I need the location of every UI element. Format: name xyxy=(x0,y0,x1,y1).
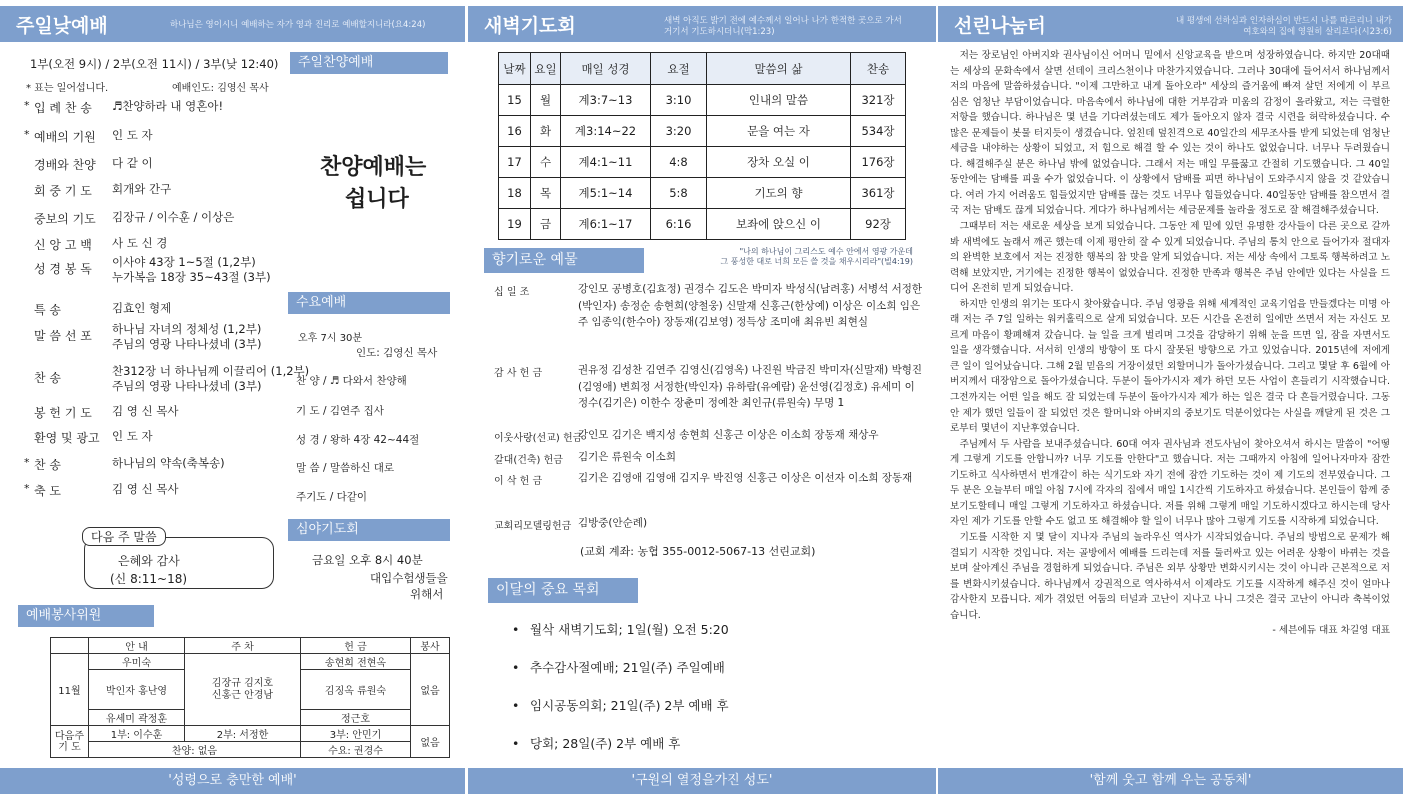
guide-cell: 유세미 곽정훈 xyxy=(89,710,185,726)
dawn-prayer-panel xyxy=(468,0,936,796)
month-cell: 11월 xyxy=(51,654,89,726)
table-cell: 수 xyxy=(531,147,561,178)
table-cell: 3:10 xyxy=(651,85,707,116)
order-value: 김효인 형제 xyxy=(112,301,172,315)
table-cell: 계4:1~11 xyxy=(561,147,651,178)
order-value: 주님의 영광 나타나셨네 (3부) xyxy=(112,337,262,351)
volunteer-cell: 없음 xyxy=(411,726,450,758)
schedule-item: • 당회; 28일(주) 2부 예배 후 xyxy=(512,736,681,751)
testimony-body xyxy=(950,48,1390,639)
order-value: 누가복음 18장 35~43절 (3부) xyxy=(112,270,271,284)
table-cell: 361장 xyxy=(851,178,906,209)
order-value: 주님의 영광 나타나셨네 (3부) xyxy=(112,379,262,393)
order-label: 성 경 봉 독 xyxy=(34,262,92,276)
table-cell: 17 xyxy=(499,147,531,178)
order-value: 사 도 신 경 xyxy=(112,236,168,250)
offering-label: 십 일 조 xyxy=(494,287,530,298)
testimony-paragraph: 기도를 시작한 지 몇 달이 지나자 주님의 놀라우신 역사가 시작되었습니다. 주님의 방법으로 문제가 해결되기 시작한 것입니다. 저는 골방에서 예배를 드리는데 저를 둘러싸고 있는 어려운 상황이 바뀌는 것을 보며 살아계신 주님을 경험하게 되었습니다. 주님은 외부 상황만 변화시키시는 것이 아니라 근본적으로 저를 변화시키셨습니다. 하나님께서 강권적으로 역사하셔서 이제라도 기도를 시작하게 해주신 것이 얼마나 감사한지 모릅니다. 제가 겪었던 어둠의 터널과 고난이 지나고 나니 그것은 결국 고난이 아니라 축복이었습니다. xyxy=(950,531,1390,621)
wednesday-section-header: 수요예배 xyxy=(288,292,450,314)
order-value: ♬찬양하라 내 영혼아! xyxy=(112,99,224,113)
schedule-item: • 추수감사절예배; 21일(주) 주일예배 xyxy=(512,660,725,675)
testimony-title: 선린나눔터 xyxy=(954,15,1046,37)
testimony-footer: '함께 웃고 함께 우는 공동체' xyxy=(938,768,1403,794)
guide-cell: 박인자 홍난영 xyxy=(89,670,185,710)
order-label: 중보의 기도 xyxy=(34,212,96,226)
service-committee-table xyxy=(50,637,450,758)
table-cell: 계3:14~22 xyxy=(561,116,651,147)
dawn-verse: 새벽 아직도 밝기 전에 예수께서 일어나 나가 한적한 곳으로 가서 거기서 기도하시더니(막1:23) xyxy=(664,16,902,37)
testimony-paragraph: 주님께서 두 사람을 보내주셨습니다. 60대 여자 권사님과 전도사님이 찾아오셔서 하시는 말씀이 "어떻게 그렇게 기도를 안합니까? 너무 기도를 안한다"고 했습니다. 저는 그때까지 아침에 일어나자마자 잠깐 기도하고 식사하면서 번개같이 하는 식기도와 자기 전에 잠깐 기도하는 것이 제 기도의 전부였습니다. 그 두 분은 오늘부터 매일 아침 7시에 각자의 집에서 매일 1시간씩 기도하자고 하셨습니다. 본인들이 함께 중보기도할테니 매일 그렇게 기도하자고 하셨습니다. 저를 위해 그렇게 매일 기도하시겠다고 하시는데 당사자인 제가 기도를 안할 수도 없고 또 해결해야 할 일이 너무나 많아 그렇게 기도를 시작하게 되었습니다. xyxy=(950,438,1390,528)
testimony-verse: 내 평생에 선하심과 인자하심이 반드시 나를 따르리니 내가 여호와의 집에 영원히 살리로다(시23:6) xyxy=(1176,16,1392,37)
offering-names: 권유정 김성찬 김연주 김영신(김영옥) 나진원 박금진 박미자(신말재) 박형진(김영애) 변희정 서정한(박인자) 유하람(유예람) 윤선영(김정호) 유세미 이정수(김기은) 이한수 장춘미 정예찬 최인규(류원숙) 무명 1 xyxy=(578,364,923,409)
prayer-cell: 1부: 이수훈 xyxy=(89,726,185,742)
offering-cell: 송현희 전현옥 xyxy=(301,654,411,670)
guide-cell: 우미숙 xyxy=(89,654,185,670)
table-row xyxy=(499,85,906,116)
dawn-title: 새벽기도회 xyxy=(484,15,576,37)
table-cell: 15 xyxy=(499,85,531,116)
testimony-paragraph: 하지만 인생의 위기는 또다시 찾아왔습니다. 주님 영광을 위해 세계적인 교육기업을 만들겠다는 미명 아래 저는 주 7일 일하는 워커홀릭으로 살게 되었습니다. 모든 시간을 온전히 일에만 쓰면서 저는 자신도 모르게 마음이 황폐해져 갔습니다. 늘 일을 크게 벌리며 그것을 감당하기 위해 눈을 뜨면 일, 잠을 자면서도 일을 생각했습니다. 서서히 인생의 방향이 또 다시 잘못된 방향으로 가고 있었습니다. 2015년에 저에게 큰 일이 일어났습니다. 그해 2월 믿음의 거장이셨던 외할머니가 돌아가셨습니다. 그리고 몇달 후 6월에 아버지께서 대장암으로 돌아가셨습니다. 두분이 돌아가시자 제가 하던 모든 사업이 흔들리기 시작했습니다. 그전까지는 어떤 일을 해도 잘 되었는데 두분이 돌아가시자 제가 하는 일은 결국 다 흔들거렸습니다. 그동안 제가 했던 일들이 잘 되었던 것은 할머니와 아버지의 중보기도 덕분이었다는 사실을 깨달게 된 것은 그로부터 몇년이 지난후였습니다. xyxy=(950,298,1390,435)
order-label: 신 앙 고 백 xyxy=(34,238,92,252)
col-date: 날짜 xyxy=(499,53,531,85)
night-prayer-line: 위해서 xyxy=(410,587,444,601)
table-cell: 문을 여는 자 xyxy=(707,116,851,147)
offering-label: 이 삭 헌 금 xyxy=(494,476,543,487)
night-prayer-section-header: 심야기도회 xyxy=(288,519,450,541)
table-cell: 기도의 향 xyxy=(707,178,851,209)
night-prayer-time: 금요일 오후 8시 40분 xyxy=(312,553,423,567)
table-cell: 18 xyxy=(499,178,531,209)
prayer-cell: 3부: 안민기 xyxy=(301,726,411,742)
schedule-item: • 임시공동의회; 21일(주) 2부 예배 후 xyxy=(512,698,729,713)
worship-title: 주일낮예배 xyxy=(16,15,108,37)
order-value: 찬312장 너 하나님께 이끌리어 (1,2부) xyxy=(112,364,310,378)
table-cell: 5:8 xyxy=(651,178,707,209)
table-cell: 92장 xyxy=(851,209,906,240)
order-label: 입 례 찬 송 xyxy=(34,101,92,115)
next-week-label: 다음 주 말씀 xyxy=(82,527,166,546)
testimony-paragraph: 그때부터 저는 새로운 세상을 보게 되었습니다. 그동안 제 밑에 있던 유명한 강사들이 다른 곳으로 갈까봐 새벽에도 놀래서 깨곤 했는데 이제 평안히 잘 수 있게 되었습니다. 주님의 통치 안으로 들어가자 절대자의 완벽한 보호에서 저는 진정한 행복의 참 맛을 알게 되었습니다. 저는 세상 속에서 그토록 행복하려고 노력해 보았지만, 거기에는 진정한 행복이 없었습니다. 진정한 만족과 행복은 주님 안에만 있다는 사실을 드디어 온전히 믿게 되었습니다. xyxy=(950,221,1390,295)
wednesday-duty-cell: 수요: 권경수 xyxy=(301,742,411,758)
stand-mark: * xyxy=(24,456,30,469)
offering-verse: "나의 하나님이 그리스도 예수 안에서 영광 가운데 그 풍성한 대로 너희 모든 쓸 것을 채우시리라"(빌4:19) xyxy=(720,247,913,266)
table-cell: 534장 xyxy=(851,116,906,147)
order-value: 회개와 간구 xyxy=(112,182,172,196)
order-value: 하나님의 약속(축복송) xyxy=(112,456,225,470)
order-label: 경배와 찬양 xyxy=(34,158,96,172)
order-label: 찬 송 xyxy=(34,371,61,385)
offering-label: 감 사 헌 금 xyxy=(494,368,543,379)
col-parking: 주 차 xyxy=(185,638,301,654)
table-cell: 월 xyxy=(531,85,561,116)
order-label: 축 도 xyxy=(34,484,61,498)
offering-names: 김방중(안순례) xyxy=(578,517,648,529)
worship-footer: '성령으로 충만한 예배' xyxy=(0,768,465,794)
praise-notice-2: 쉽니다 xyxy=(345,187,409,212)
table-cell: 금 xyxy=(531,209,561,240)
table-row xyxy=(499,178,906,209)
next-week-scripture: (신 8:11~18) xyxy=(110,572,188,586)
order-label: 예배의 기원 xyxy=(34,130,96,144)
order-value: 김 영 신 목사 xyxy=(112,404,179,418)
order-label: 특 송 xyxy=(34,303,61,317)
table-cell: 보좌에 앉으신 이 xyxy=(707,209,851,240)
offering-label: 이웃사랑(선교) 헌금 xyxy=(494,433,583,444)
wednesday-time: 오후 7시 30분 xyxy=(298,333,363,344)
order-label: 환영 및 광고 xyxy=(34,431,100,445)
table-cell: 19 xyxy=(499,209,531,240)
table-cell: 176장 xyxy=(851,147,906,178)
table-cell: 장차 오실 이 xyxy=(707,147,851,178)
dawn-schedule-table xyxy=(498,52,906,240)
stand-note: * 표는 일어섭니다. xyxy=(26,83,109,94)
wednesday-item: 성 경 / 왕하 4장 42~44절 xyxy=(296,434,420,446)
monthly-section-header: 이달의 중요 목회 xyxy=(488,578,638,603)
testimony-signature: - 세븐에듀 대표 차길영 대표 xyxy=(1272,625,1390,637)
offering-names: 김기은 김영애 김영애 김지우 박진영 신홍근 이상은 이선자 이소희 장동재 xyxy=(578,472,913,484)
next-prayer-label: 다음주 기 도 xyxy=(51,726,89,758)
offering-names: 강인모 김기은 백지성 송현희 신홍근 이상은 이소희 장동재 채상우 xyxy=(578,429,879,441)
col-guide: 안 내 xyxy=(89,638,185,654)
col-bible: 매일 성경 xyxy=(561,53,651,85)
table-cell: 6:16 xyxy=(651,209,707,240)
order-value: 김장규 / 이수훈 / 이상은 xyxy=(112,210,235,224)
table-cell: 321장 xyxy=(851,85,906,116)
col-hymn: 찬송 xyxy=(851,53,906,85)
table-row xyxy=(499,209,906,240)
worship-header xyxy=(0,6,465,42)
order-value: 인 도 자 xyxy=(112,429,153,443)
testimony-paragraph: 저는 장로님인 아버지와 권사님이신 어머니 밑에서 신앙교육을 받으며 성장하였습니다. 하지만 20대때는 세상의 문화속에서 살면 선데이 크리스천이나 마찬가지였습니다. 그러나 30대에 들어서서 하나님께서 저의 마음에 말씀하셨습니다. "이제 그만하고 내게 돌아오라" 세상의 즐거움에 빠져 살던 저에게 이 부르심은 엄청난 부담이었습니다. 마음속에서 하나님에 대한 거부감과 미움의 감정이 올라왔고, 저는 극렬한 저항을 했습니다. 하나님은 몇 년을 기다려셨는데도 제가 돌아오지 않자 결국 시련을 허락하셨습니다. 수많은 문제들이 봇물 터지듯이 생겼습니다. 엎친데 덮친격으로 40일간의 세무조사를 받게 되었는데 엄청난 세금을 내야하는 상황이 되었고, 저 힘으로 해결 할 수 있는 것이 하나도 없었습니다. 너무나 두려웠습니다. 해결해주실 분은 하나님 밖에 없었습니다. 그래서 저는 매일 무릎꿇고 간절히 기도했습니다. 그 40일 동안에는 담배를 피울 수가 없었습니다. 이 상황에서 담배를 피면 하나님이 도와주시지 않을 것 같았습니다. 여러 가지 어려움도 힘들었지만 담배를 끊는 것도 너무나 힘들었습니다. 40일동안 담배를 참으면서 결국 저는 담배도 끊게 되었습니다. 게다가 하나님께서는 세금문제를 놀라울 정도로 잘 해결해주셨습니다. xyxy=(950,50,1390,217)
wednesday-item: 말 씀 / 말씀하신 대로 xyxy=(296,462,395,474)
col-day: 요일 xyxy=(531,53,561,85)
table-row xyxy=(499,116,906,147)
offering-cell: 정근호 xyxy=(301,710,411,726)
offering-label: 갈대(건축) 헌금 xyxy=(494,455,563,466)
order-value: 이사야 43장 1~5절 (1,2부) xyxy=(112,255,256,269)
wednesday-item: 주기도 / 다같이 xyxy=(296,491,368,503)
next-week-sermon: 은혜와 감사 xyxy=(118,554,180,568)
offering-cell: 김징옥 류원숙 xyxy=(301,670,411,710)
col-sermon: 말씀의 삶 xyxy=(707,53,851,85)
praise-duty-cell: 찬양: 없음 xyxy=(89,742,301,758)
schedule-item: • 월삭 새벽기도회; 1일(월) 오전 5:20 xyxy=(512,622,729,637)
col-key-verse: 요절 xyxy=(651,53,707,85)
order-value: 하나님 자녀의 정체성 (1,2부) xyxy=(112,322,262,336)
table-cell: 계3:7~13 xyxy=(561,85,651,116)
table-cell: 인내의 말씀 xyxy=(707,85,851,116)
wednesday-item: 기 도 / 김연주 집사 xyxy=(296,405,384,417)
col-volunteer: 봉사 xyxy=(411,638,450,654)
service-times: 1부(오전 9시) / 2부(오전 11시) / 3부(낮 12:40) xyxy=(30,57,279,71)
table-cell: 4:8 xyxy=(651,147,707,178)
table-cell: 계6:1~17 xyxy=(561,209,651,240)
table-cell: 3:20 xyxy=(651,116,707,147)
monthly-schedule xyxy=(512,620,729,772)
order-value: 인 도 자 xyxy=(112,128,153,142)
wednesday-item: 찬 양 / ♬ 다와서 찬양해 xyxy=(296,375,407,387)
offering-label: 교회리모델링헌금 xyxy=(494,521,572,532)
offering-section-header: 향기로운 예물 xyxy=(484,248,644,273)
prayer-cell: 2부: 서정한 xyxy=(185,726,301,742)
table-cell: 계5:1~14 xyxy=(561,178,651,209)
offering-names: 강인모 공병호(김효정) 권경수 김도은 박미자 박성식(남려홍) 서병석 서정한(박인자) 송정순 송현희(양철웅) 신말재 신홍근(한상예) 이상은 이소희 임은주 임종익(한수아) 장동재(김보영) 정득상 조미애 최유빈 최현실 xyxy=(578,283,923,328)
praise-notice: 찬양예배는 xyxy=(320,155,427,180)
testimony-panel xyxy=(938,0,1403,796)
offering-names: 김기은 류원숙 이소희 xyxy=(578,451,676,463)
praise-section-header: 주일찬양예배 xyxy=(290,52,448,74)
stand-mark: * xyxy=(24,128,30,141)
order-value: 다 같 이 xyxy=(112,156,153,170)
order-label: 말 씀 선 포 xyxy=(34,329,92,343)
table-cell: 16 xyxy=(499,116,531,147)
volunteer-cell: 없음 xyxy=(411,654,450,726)
night-prayer-line: 대입수험생들을 xyxy=(370,571,448,585)
stand-mark: * xyxy=(24,99,30,112)
dawn-header xyxy=(468,6,936,42)
testimony-header xyxy=(938,6,1403,42)
worship-verse: 하나님은 영이시니 예배하는 자가 영과 진리로 예배할지니라(요4:24) xyxy=(170,20,426,30)
order-value: 김 영 신 목사 xyxy=(112,482,179,496)
col-offering: 헌 금 xyxy=(301,638,411,654)
wednesday-leader: 인도: 김영신 목사 xyxy=(356,347,438,359)
bank-account: (교회 계좌: 농협 355-0012-5067-13 선린교회) xyxy=(580,545,816,558)
order-label: 찬 송 xyxy=(34,458,61,472)
stand-mark: * xyxy=(24,482,30,495)
worship-panel xyxy=(0,0,465,796)
table-cell: 목 xyxy=(531,178,561,209)
service-committee-header: 예배봉사위원 xyxy=(18,605,154,627)
table-cell: 화 xyxy=(531,116,561,147)
dawn-footer: '구원의 열정을가진 성도' xyxy=(468,768,936,794)
order-label: 봉 헌 기 도 xyxy=(34,406,92,420)
order-label: 회 중 기 도 xyxy=(34,184,92,198)
parking-cell: 김장규 김지호 신홍근 안경남 xyxy=(185,654,301,726)
worship-leader: 예배인도: 김영신 목사 xyxy=(172,83,269,94)
table-row xyxy=(499,147,906,178)
